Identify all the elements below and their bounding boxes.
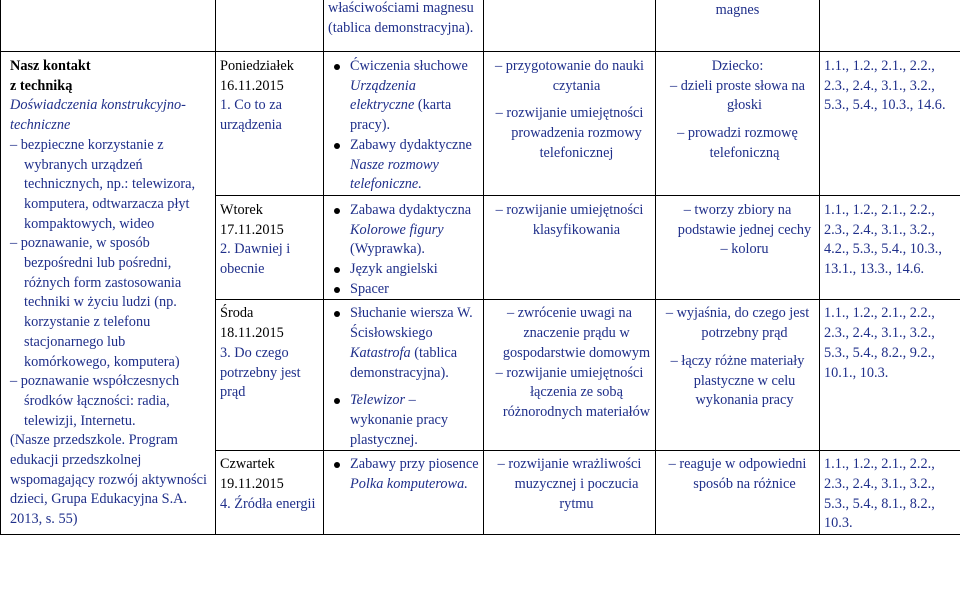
outcome-item: – wyjaśnia, do czego jest potrzebny prąd [660, 304, 815, 343]
codes-text: 1.1., 1.2., 2.1., 2.2., 2.3., 2.4., 3.1., 3.2., 5.3., 5.4., 8.2., 9.2., 10.1., 10.3. [824, 305, 935, 381]
day-name: Czwartek [220, 456, 275, 473]
day-date: 17.11.2015 [220, 221, 284, 238]
area-item: – poznawanie współczesnych środków łączności: radia, telewizji, Internetu. [10, 372, 211, 431]
day-cell [216, 195, 324, 300]
codes-cell [820, 451, 960, 535]
day-name: Wtorek [220, 201, 263, 218]
skill-item: – rozwijanie umiejętności prowadzenia rozmowy telefonicznej [488, 104, 651, 163]
activities-cell [324, 300, 484, 451]
list-item: Zabawa dydaktyczna Kolorowe figury (Wyprawka). [350, 201, 479, 260]
outcomes-cell [656, 52, 820, 196]
outcomes-cell [656, 195, 820, 300]
day-topic: 1. Co to za urządzenia [220, 97, 282, 134]
activities-cell [324, 52, 484, 196]
skill-item: – rozwijanie wrażliwości muzycznej i poczucia rytmu [488, 455, 651, 514]
outcome-item: – dzieli proste słowa na głoski [660, 77, 815, 116]
codes-text: 1.1., 1.2., 2.1., 2.2., 2.3., 2.4., 3.1., 3.2., 5.3., 5.4., 8.1., 8.2., 10.3. [824, 456, 935, 532]
codes-cell [820, 195, 960, 300]
child-label: Dziecko: [711, 58, 764, 74]
activities-cell [324, 195, 484, 300]
outcome-item: – tworzy zbiory na podstawie jednej cechy – koloru [660, 201, 815, 260]
day-cell [216, 52, 324, 196]
day-name: Poniedziałek [220, 58, 294, 74]
day-cell [216, 300, 324, 451]
activities-cell-top [324, 0, 484, 52]
day-topic: 4. Źródła energii [220, 495, 316, 512]
area-title: Nasz kontakt [10, 58, 91, 74]
list-item: Zabawy dydaktyczne Nasze rozmowy telefoniczne. [350, 136, 479, 195]
area-subtitle: Doświadczenia konstrukcyjno-techniczne [10, 97, 186, 134]
list-item: Spacer [350, 280, 479, 300]
area-source: (Nasze przedszkole. Program edukacji przedszkolnej wspomagający rozwój aktywności dzieci, Grupa Edukacyjna S.A. 2013, s. 55) [10, 432, 207, 528]
area-title-2: z techniką [10, 77, 73, 94]
list-item: Język angielski [350, 260, 479, 280]
codes-cell [820, 52, 960, 196]
codes-text: 1.1., 1.2., 2.1., 2.2., 2.3., 2.4., 3.1., 3.2., 4.2., 5.3., 5.4., 10.3., 13.1., 13.3., 14.6. [824, 201, 942, 278]
area-cell [1, 52, 216, 535]
skills-cell [484, 300, 656, 451]
skill-item: – rozwijanie umiejętności klasyfikowania [488, 201, 651, 240]
outcome-item: – łączy różne materiały plastyczne w celu wykonania pracy [660, 352, 815, 411]
outcome-item: – prowadzi rozmowę telefoniczną [660, 124, 815, 163]
day-topic: 3. Do czego potrzebny jest prąd [220, 344, 301, 401]
codes-cell [820, 300, 960, 451]
skill-item: – zwrócenie uwagi na znaczenie prądu w gospodarstwie domowym [488, 304, 651, 363]
outcomes-cell [656, 300, 820, 451]
outcome-text: magnes [715, 2, 760, 18]
day-date: 18.11.2015 [220, 325, 284, 342]
activity-text: właściwościami magnesu (tablica demonstracyjna). [328, 0, 474, 36]
area-item: – poznawanie, w sposób bezpośredni lub pośredni, różnych form zastosowania techniki w życiu ludzi (np. korzystanie z telefonu stacjonarnego lub komórkowego, komputera) [10, 234, 211, 372]
day-date: 16.11.2015 [220, 77, 284, 94]
skill-item: – przygotowanie do nauki czytania [488, 57, 651, 96]
list-item: Słuchanie wiersza W. Ścisłowskiego Katastrofa (tablica demonstracyjna). [350, 304, 479, 383]
codes-text: 1.1., 1.2., 2.1., 2.2., 2.3., 2.4., 3.1., 3.2., 5.3., 5.4., 10.3., 14.6. [824, 58, 946, 114]
list-item: Zabawy przy piosence Polka komputerowa. [350, 455, 479, 494]
activities-cell [324, 451, 484, 535]
day-topic: 2. Dawniej i obecnie [220, 241, 291, 278]
list-item: Ćwiczenia słuchowe Urządzenia elektryczne (karta pracy). [350, 57, 479, 136]
day-name: Środa [220, 305, 254, 322]
outcomes-cell-top [656, 0, 820, 52]
table-row [1, 52, 960, 196]
day-cell [216, 451, 324, 535]
list-item: Telewizor – wykonanie pracy plastycznej. [350, 391, 479, 450]
outcome-item: – reaguje w odpowiedni sposób na różnice [660, 455, 815, 494]
skills-cell [484, 451, 656, 535]
skill-item: – rozwijanie umiejętności łączenia ze sobą różnorodnych materiałów [488, 364, 651, 423]
area-item: – bezpieczne korzystanie z wybranych urządzeń technicznych, np.: telewizora, komputera, odtwarzacza płyt kompaktowych, wideo [10, 136, 211, 235]
skills-cell [484, 52, 656, 196]
skills-cell [484, 195, 656, 300]
day-date: 19.11.2015 [220, 476, 284, 493]
outcomes-cell [656, 451, 820, 535]
table-row [1, 0, 960, 52]
